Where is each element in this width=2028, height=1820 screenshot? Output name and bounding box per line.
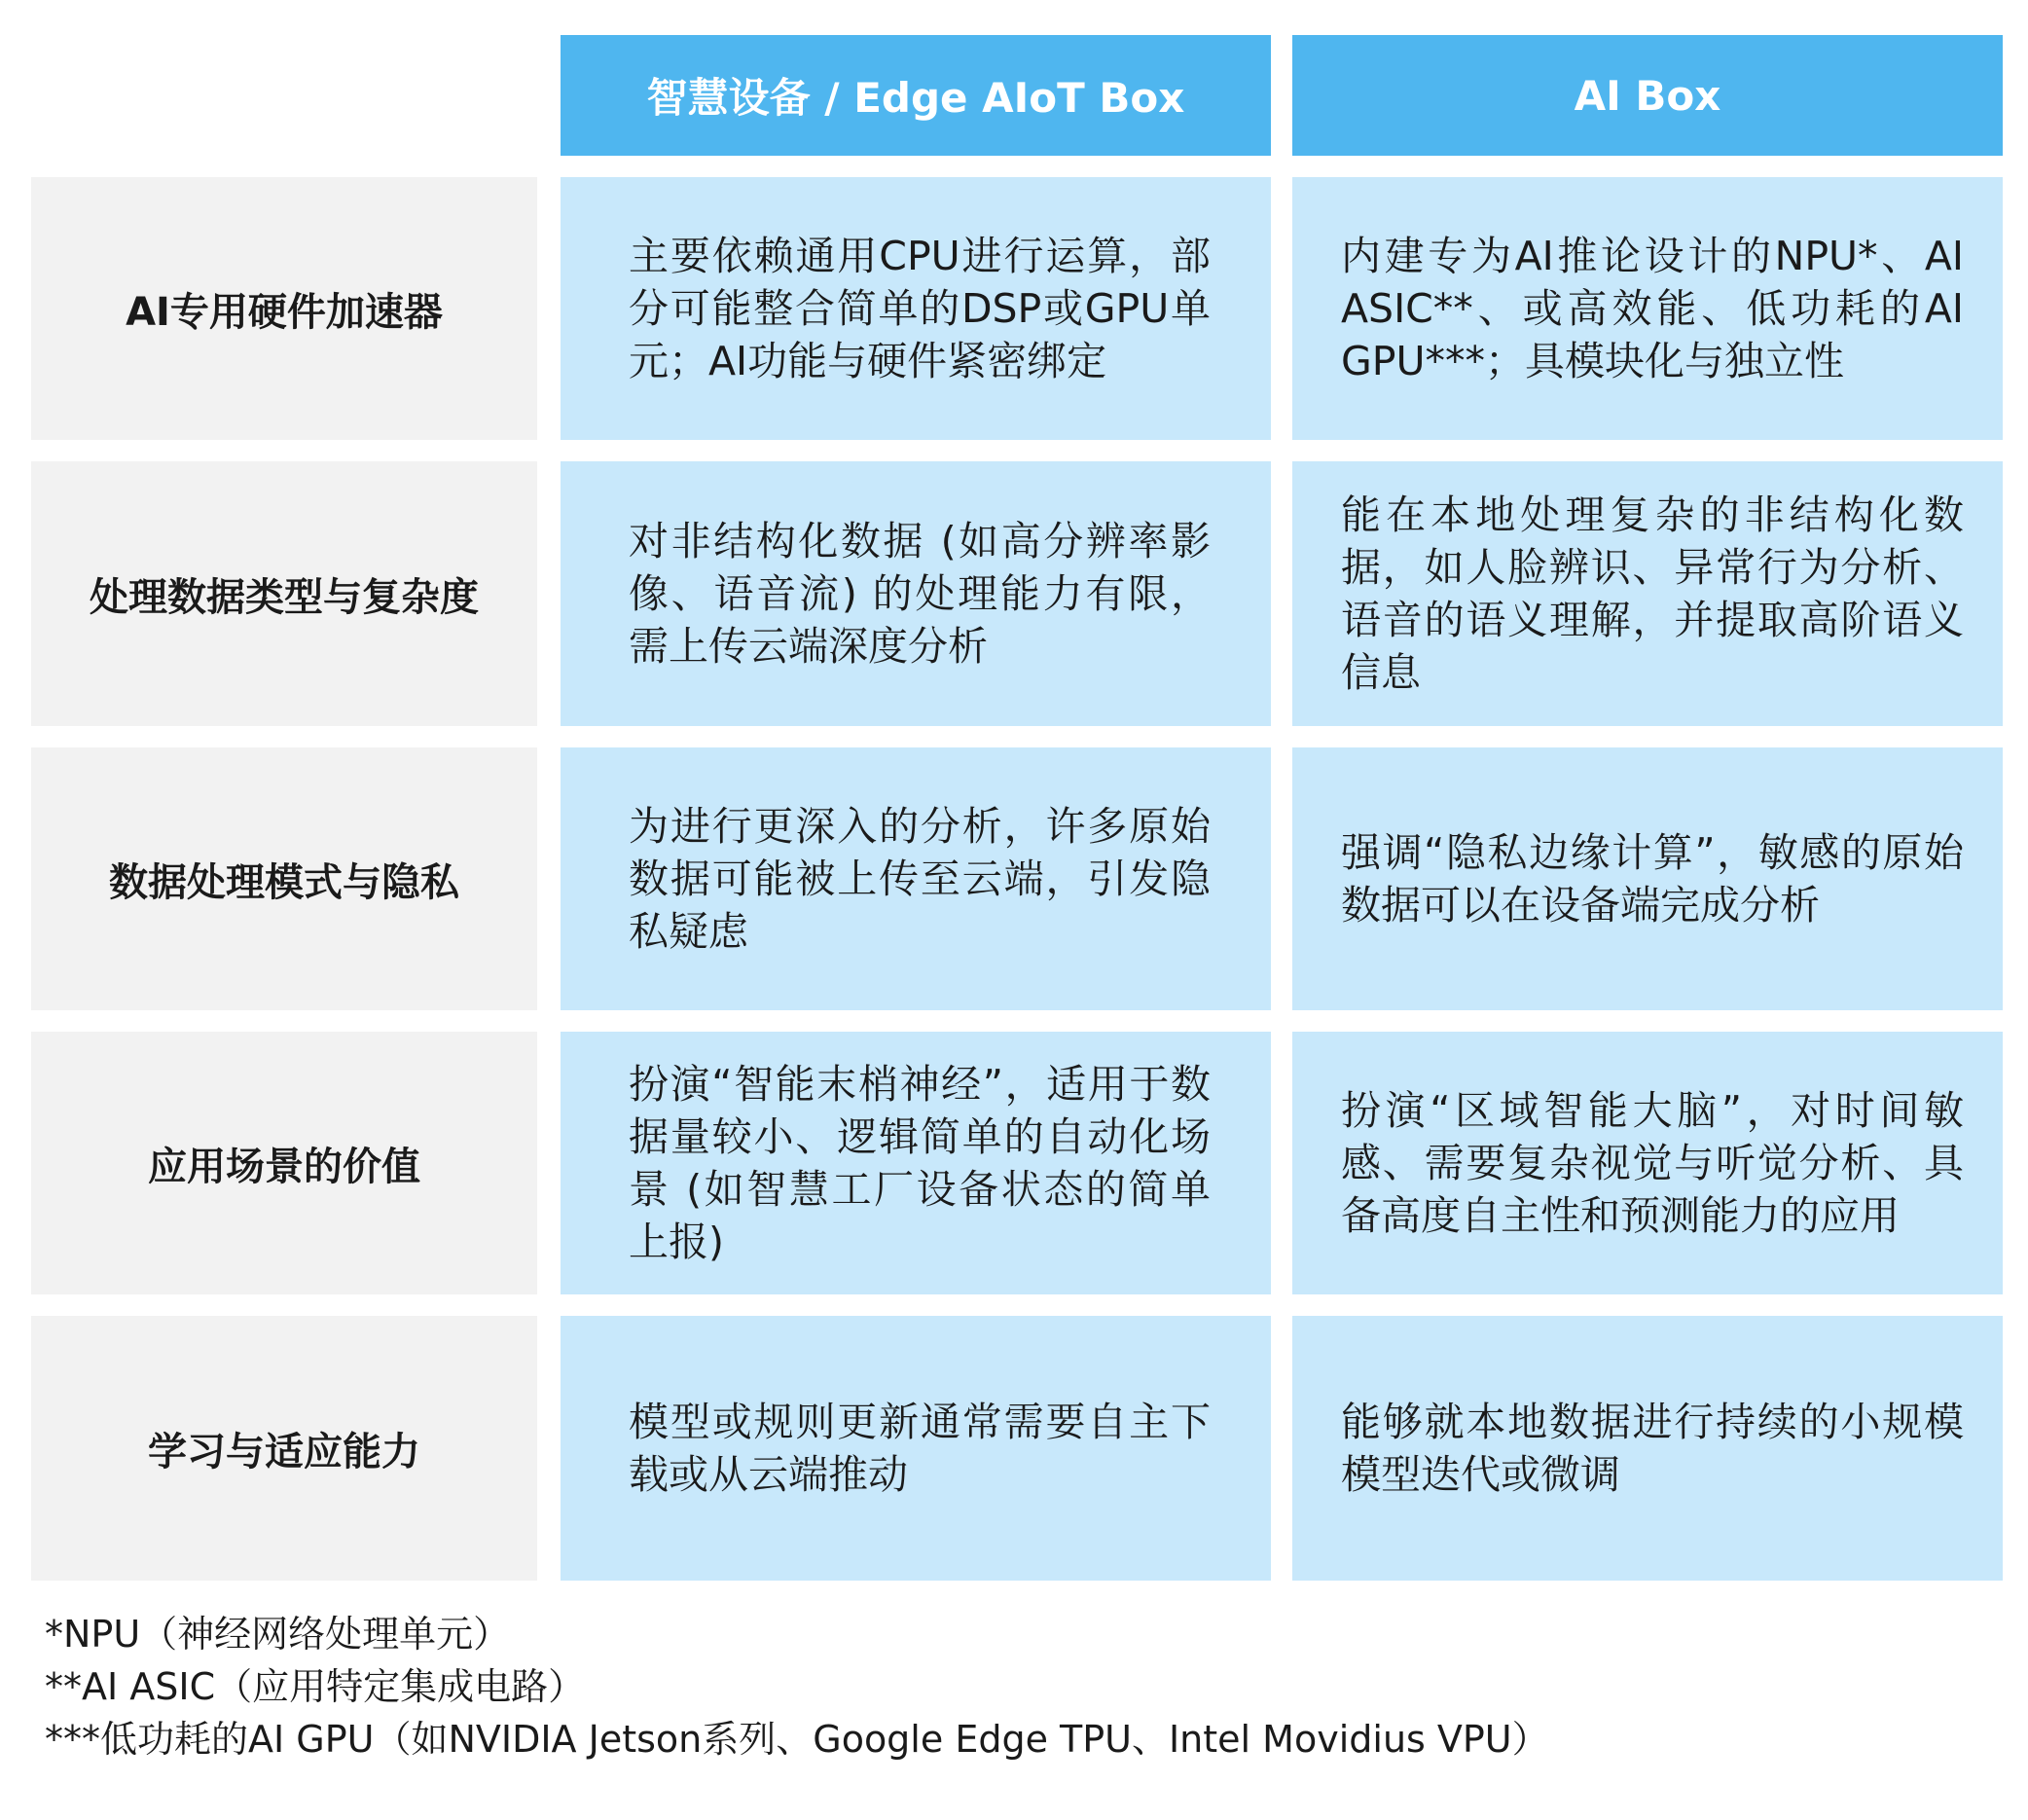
table-cell-edge [561, 461, 1271, 726]
footnote-gpu: ***低功耗的AI GPU（如NVIDIA Jetson系列、Google Edge TPU、Intel Movidius VPU） [45, 1718, 1549, 1761]
row-label: 应用场景的价值 [31, 1032, 537, 1294]
cell-text: 内建专为AI推论设计的NPU*、AI ASIC**、或高效能、低功耗的AI GPU***；具模块化与独立性 [1341, 233, 1964, 384]
table-cell-aibox [1292, 461, 2003, 726]
cell-text: 模型或规则更新通常需要自主下载或从云端推动 [629, 1399, 1211, 1498]
cell-text: 能在本地处理复杂的非结构化数据，如人脸辨识、异常行为分析、语音的语义理解，并提取高阶语义信息 [1341, 491, 1964, 696]
row-label: 处理数据类型与复杂度 [31, 461, 537, 726]
cell-text: 扮演“区域智能大脑”，对时间敏感、需要复杂视觉与听觉分析、具备高度自主性和预测能力的应用 [1341, 1087, 1964, 1239]
table-cell-edge [561, 747, 1271, 1010]
column-header-edge-aiot-box: 智慧设备 / Edge AIoT Box [561, 35, 1271, 156]
table-cell-edge [561, 177, 1271, 440]
cell-text: 对非结构化数据 (如高分辨率影像、语音流) 的处理能力有限，需上传云端深度分析 [629, 518, 1211, 670]
row-label: 数据处理模式与隐私 [31, 747, 537, 1010]
cell-text: 主要依赖通用CPU进行运算，部分可能整合简单的DSP或GPU单元；AI功能与硬件紧密绑定 [629, 233, 1211, 384]
table-cell-aibox [1292, 747, 2003, 1010]
table-cell-aibox [1292, 1316, 2003, 1581]
footnote-asic: **AI ASIC（应用特定集成电路） [45, 1665, 586, 1708]
row-label: 学习与适应能力 [31, 1316, 537, 1581]
table-cell-aibox [1292, 177, 2003, 440]
footnote-npu: *NPU（神经网络处理单元） [45, 1613, 511, 1656]
cell-text: 能够就本地数据进行持续的小规模模型迭代或微调 [1341, 1399, 1964, 1498]
row-label: AI专用硬件加速器 [31, 177, 537, 440]
table-cell-edge [561, 1316, 1271, 1581]
cell-text: 为进行更深入的分析，许多原始数据可能被上传至云端，引发隐私疑虑 [629, 803, 1211, 955]
column-header-ai-box: AI Box [1292, 35, 2003, 156]
table-cell-aibox [1292, 1032, 2003, 1294]
cell-text: 扮演“智能末梢神经”，适用于数据量较小、逻辑简单的自动化场景 (如智慧工厂设备状态的简单上报) [629, 1061, 1211, 1265]
cell-text: 强调“隐私边缘计算”，敏感的原始数据可以在设备端完成分析 [1341, 829, 1964, 928]
footnotes [45, 1608, 1981, 1765]
table-cell-edge [561, 1032, 1271, 1294]
